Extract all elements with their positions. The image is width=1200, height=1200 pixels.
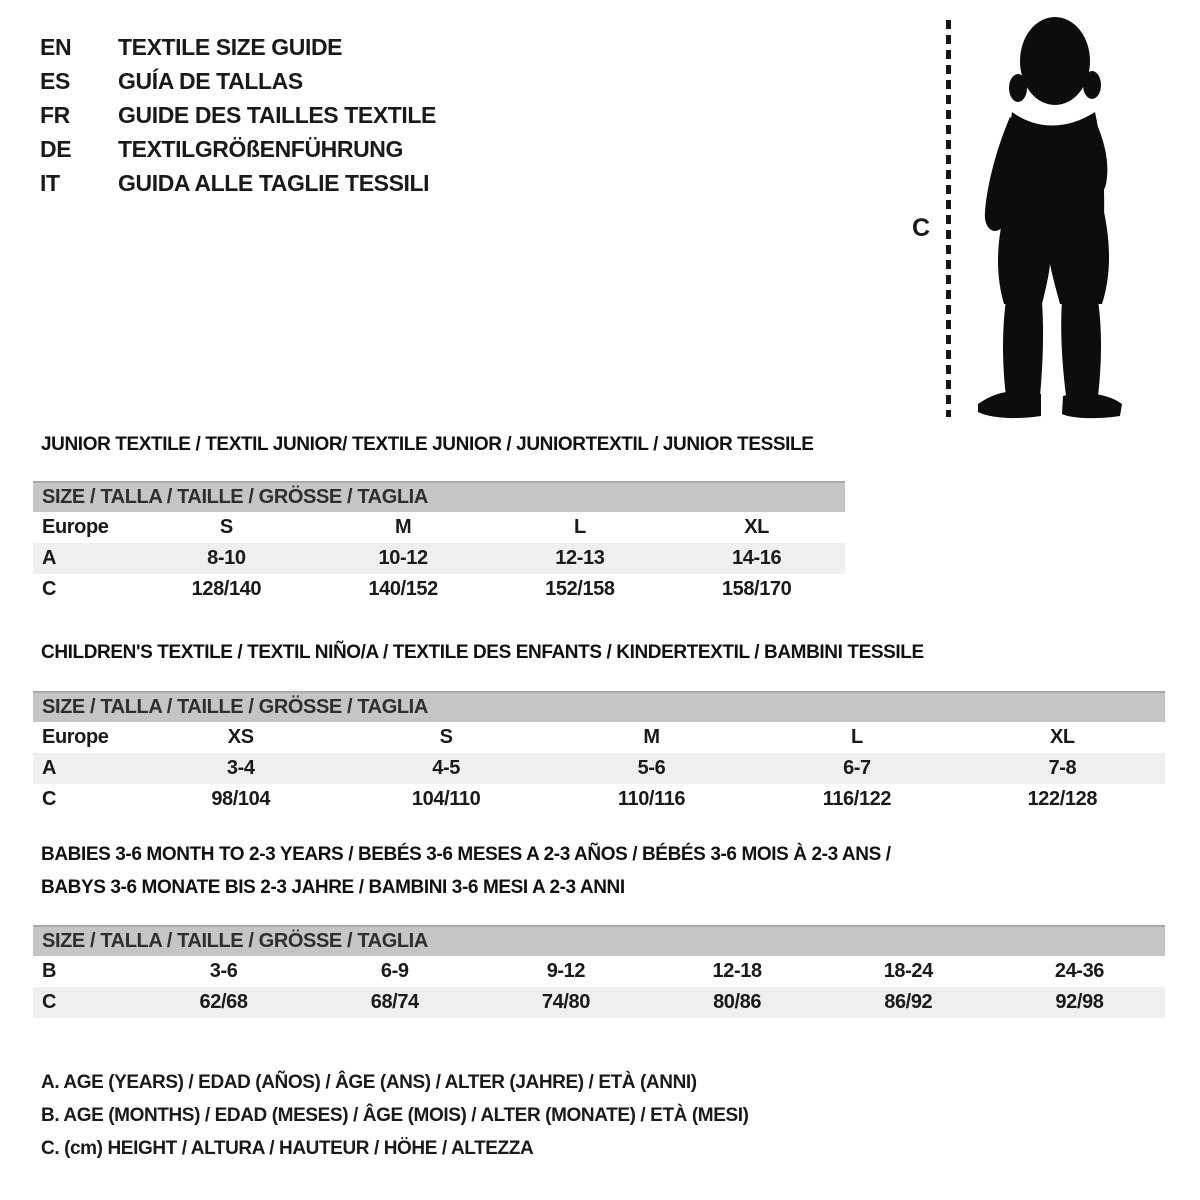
language-code: EN: [40, 33, 72, 60]
babies-section-title: [41, 838, 891, 904]
language-row-es: [40, 64, 436, 98]
value-cell: 122/128: [1027, 788, 1098, 810]
language-code: IT: [40, 169, 60, 196]
table-row: [33, 512, 845, 543]
value-cell: 6-7: [843, 757, 871, 779]
value-cell: 5-6: [637, 757, 666, 779]
value-cell: XL: [744, 516, 769, 538]
legend-line-b: B. AGE (MONTHS) / EDAD (MESES) / ÂGE (MOIS) / ALTER (MONATE) / ETÀ (MESI): [41, 1105, 749, 1126]
table-row: [33, 784, 1165, 815]
value-cell: XL: [1049, 726, 1075, 748]
value-cell: 8-10: [207, 547, 246, 569]
table-row: [33, 987, 1165, 1018]
value-cell: 9-12: [546, 960, 586, 982]
language-label: TEXTILGRÖßENFÜHRUNG: [118, 135, 403, 162]
value-cell: 140/152: [368, 578, 438, 600]
size-header: SIZE / TALLA / TAILLE / GRÖSSE / TAGLIA: [33, 691, 1165, 722]
value-cell: M: [394, 516, 412, 538]
value-cell: XS: [227, 726, 254, 748]
size-header: SIZE / TALLA / TAILLE / GRÖSSE / TAGLIA: [33, 925, 1165, 956]
table-row: [33, 543, 845, 574]
value-cell: 6-9: [380, 960, 409, 982]
babies-title-line1: BABIES 3-6 MONTH TO 2-3 YEARS / BEBÉS 3-6 MESES A 2-3 AÑOS / BÉBÉS 3-6 MOIS À 2-3 ANS /: [41, 844, 891, 865]
table-row: [33, 574, 845, 605]
value-cell: 158/170: [721, 578, 792, 600]
value-cell: M: [643, 726, 660, 748]
row-label: Europe: [42, 726, 109, 748]
legend-line-c: C. (cm) HEIGHT / ALTURA / HAUTEUR / HÖHE / ALTEZZA: [41, 1138, 534, 1159]
value-cell: 116/122: [822, 788, 892, 810]
value-cell: 92/98: [1055, 991, 1104, 1013]
toddler-silhouette-image: [962, 12, 1140, 420]
children-section-title: CHILDREN'S TEXTILE / TEXTIL NIÑO/A / TEXTILE DES ENFANTS / KINDERTEXTIL / BAMBINI TESSILE: [41, 642, 924, 663]
value-cell: S: [219, 516, 233, 538]
value-cell: 68/74: [370, 991, 419, 1013]
value-cell: 12-13: [555, 547, 605, 569]
junior-size-table: [33, 481, 845, 605]
language-row-de: [40, 132, 436, 166]
height-measure-label: C: [912, 214, 930, 242]
value-cell: 7-8: [1048, 757, 1077, 779]
value-cell: 128/140: [191, 578, 262, 600]
language-row-en: [40, 30, 436, 64]
language-row-fr: [40, 98, 436, 132]
language-label: GUIDA ALLE TAGLIE TESSILI: [118, 169, 430, 196]
value-cell: 12-18: [712, 960, 762, 982]
row-label: C: [42, 991, 57, 1013]
table-row: [33, 722, 1165, 753]
value-cell: 62/68: [199, 991, 248, 1013]
value-cell: 3-6: [209, 960, 238, 982]
value-cell: L: [851, 726, 863, 748]
value-cell: 3-4: [226, 757, 255, 779]
table-row: [33, 956, 1165, 987]
value-cell: 24-36: [1054, 960, 1105, 982]
language-list: [40, 30, 436, 200]
value-cell: S: [439, 726, 453, 748]
value-cell: 10-12: [378, 547, 428, 569]
value-cell: 74/80: [541, 991, 590, 1013]
value-cell: 80/86: [713, 991, 762, 1013]
language-code: FR: [40, 101, 70, 128]
value-cell: 86/92: [884, 991, 933, 1013]
value-cell: 14-16: [732, 547, 782, 569]
value-cell: 152/158: [545, 578, 615, 600]
row-label: Europe: [42, 516, 109, 538]
value-cell: 110/116: [617, 788, 686, 810]
language-label: GUIDE DES TAILLES TEXTILE: [118, 101, 436, 128]
language-label: TEXTILE SIZE GUIDE: [118, 33, 343, 60]
value-cell: 98/104: [211, 788, 271, 810]
row-label: A: [42, 757, 57, 779]
row-label: C: [42, 578, 57, 600]
legend: [41, 1066, 749, 1165]
children-size-table: [33, 691, 1165, 815]
value-cell: 4-5: [432, 757, 460, 779]
junior-section-title: JUNIOR TEXTILE / TEXTIL JUNIOR/ TEXTILE JUNIOR / JUNIORTEXTIL / JUNIOR TESSILE: [41, 434, 814, 455]
value-cell: L: [573, 516, 586, 538]
babies-title-line2: BABYS 3-6 MONATE BIS 2-3 JAHRE / BAMBINI 3-6 MESI A 2-3 ANNI: [41, 877, 625, 898]
babies-size-table: [33, 925, 1165, 1018]
value-cell: 18-24: [883, 960, 933, 982]
language-code: DE: [40, 135, 72, 162]
height-measure-dashed-line: [946, 20, 951, 417]
table-row: [33, 753, 1165, 784]
language-row-it: [40, 166, 436, 200]
legend-line-a: A. AGE (YEARS) / EDAD (AÑOS) / ÂGE (ANS) / ALTER (JAHRE) / ETÀ (ANNI): [41, 1072, 697, 1093]
language-code: ES: [40, 67, 70, 94]
size-header: SIZE / TALLA / TAILLE / GRÖSSE / TAGLIA: [33, 481, 845, 512]
language-label: GUÍA DE TALLAS: [118, 67, 303, 94]
row-label: C: [42, 788, 57, 810]
row-label: A: [42, 547, 57, 569]
row-label: B: [42, 960, 57, 982]
value-cell: 104/110: [411, 788, 481, 810]
